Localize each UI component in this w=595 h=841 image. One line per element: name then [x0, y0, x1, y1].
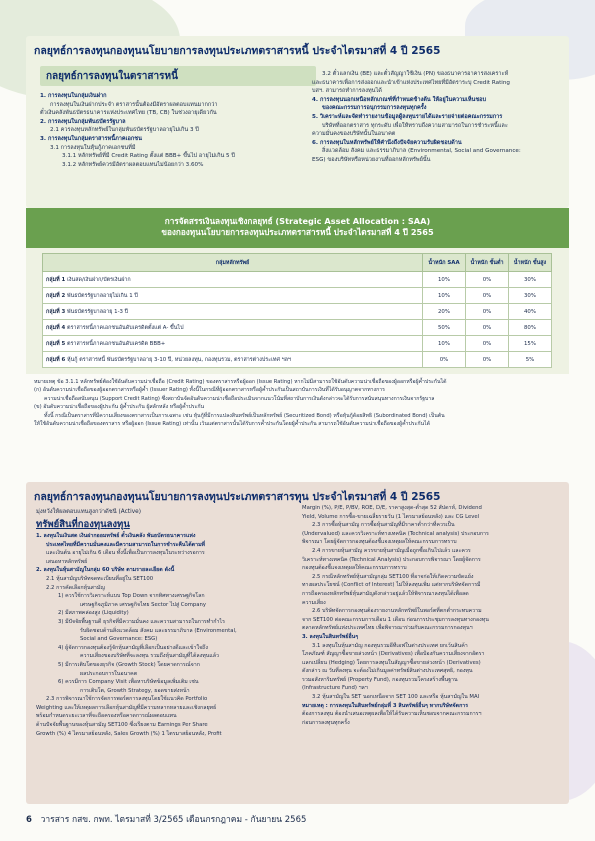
section-subtitle: ทรัพย์สินที่กองทุนลงทุน	[36, 519, 130, 530]
note-line: ก่อนการลงทุนทุกครั้ง	[302, 719, 350, 726]
table-row	[43, 288, 552, 304]
fixed-income-strategy-section	[26, 36, 569, 208]
table-cell: 0%	[466, 336, 509, 352]
table-cell: 40%	[509, 304, 552, 320]
list-item: พร้อมกำหนดระยะเวลาที่จะถือครองหรือคาดการณ์ผลตอบแทน	[36, 713, 177, 720]
group-label: กลุ่มที่ 4	[46, 324, 66, 331]
table-cell: 10%	[423, 288, 466, 304]
notes-section	[26, 374, 569, 480]
list-item: ESG) ของบริษัทหรือหน่วยงานที่ออกหลักทรัพย์นั้น	[312, 156, 431, 163]
table-cell: 20%	[423, 304, 466, 320]
table-cell: 80%	[509, 320, 552, 336]
list-item: (Infrastructure Fund) ฯลฯ	[302, 685, 368, 692]
list-item: กองทุนต้องชี้แจงเหตุผลให้คณะกรรมการทราบ	[302, 565, 407, 572]
equity-left-column	[36, 532, 298, 738]
list-item: ตลาดหลักทรัพย์แห่งประเทศไทย เพื่อพิจารณาร่วมกับคณะกรรมการกองทุนฯ	[302, 625, 473, 632]
list-item: 2. การลงทุนในกลุ่มพันธบัตรรัฐบาล	[40, 118, 126, 125]
list-item: 2.6 บริษัทจัดการกองทุนต้องรายงานหลักทรัพย์ในพอร์ตที่ตกต่ำกระทบความ	[312, 608, 482, 615]
list-item: 2.4 การขายหุ้นสามัญ ควรขายหุ้นสามัญเมื่อถูกซื้อเกินไปแล้ว และควร	[312, 547, 471, 554]
saa-table	[42, 253, 552, 368]
column-header: น้ำหนัก SAA	[423, 254, 466, 272]
list-item: 2) มีสภาพคล่องสูง (Liquidity)	[58, 610, 129, 617]
list-item: ทางผลประโยชน์ (Conflict of Interest) ไม่ให้ลงทุนเพิ่ม แต่หากบริษัทจัดการมี	[302, 582, 481, 589]
saa-section	[26, 208, 569, 374]
list-item: สิ่งแวดล้อม สังคม และธรรมาภิบาล (Environmental, Social and Governance:	[322, 148, 521, 155]
group-desc: หุ้นกู้ ตราสารหนี้ พันธบัตรรัฐบาลอายุ 3-10 ปี, หน่วยลงทุน, กองทุนรวม, ตราสารต่างประเทศ ฯลฯ	[67, 356, 291, 363]
list-item: 3. ลงทุนในสินทรัพย์อื่นๆ	[302, 633, 359, 640]
list-item: รวมอสังหาริมทรัพย์ (Property Fund), กองทุนรวมโครงสร้างพื้นฐาน	[302, 676, 458, 683]
list-item: 2.1 ควรลงทุนหลักทรัพย์ในกลุ่มพันธบัตรรัฐบาลอายุไม่เกิน 3 ปี	[50, 127, 199, 134]
list-item: ผลประกอบการในอนาคต	[80, 670, 138, 677]
table-cell	[43, 288, 423, 304]
column-header: กลุ่มหลักทรัพย์	[43, 254, 423, 272]
list-item: จาก SET100 ต่อคณะกรรมการเดือน 1 เดือน ก่อนการประชุมการลงทุนทางกองทุน	[302, 616, 489, 623]
table-cell	[43, 352, 423, 368]
notes-text	[34, 378, 564, 428]
group-desc: ตราสารหนี้ภาคเอกชนอันดับเครดิต BBB+	[67, 340, 166, 347]
note-line: (ก) อันดับความน่าเชื่อถือของผู้ออกตราสารหรือผู้ค้ำ (Issuer Rating) ทั้งนี้ในกรณีที่ผู้ออกตราสารหรือผู้ค้ำประกันเป็นสถาบันการเงินที่ได้รับอนุญาตจากทางการ	[34, 387, 385, 394]
table-cell: 0%	[466, 352, 509, 368]
group-label: กลุ่มที่ 2	[46, 292, 66, 299]
list-item: 4. การลงทุนนอกเหนือหลักเกณฑ์ที่กำหนดข้างต้น ให้อยู่ในความเห็นชอบ	[312, 96, 487, 103]
list-item: Weighting และให้เหตุผลการเลือกหุ้นสามัญที่มีความหลากหลายและเชิงกลยุทธ์	[36, 704, 217, 711]
note-line: หมายเหตุ ข้อ 3.1.1 หลักทรัพย์ต้องใช้อันดับความน่าเชื่อถือ (Credit Rating) ของตราสารหรือผู้ออก (Issue Rating) หากไม่มีสามารถใช้อันดับความน่าเชื่อถือของผู้ออกหรือผู้ค้ำประกันได้	[34, 379, 447, 385]
list-item: ด้านปัจจัยพื้นฐานของหุ้นสามัญ SET100 ซึ่งเรียงตาม Earnings Per Share	[36, 722, 208, 729]
note-line: ต้องการลงทุน ต้องนำเสนอเหตุผลเพื่อให้ได้รับความเห็นชอบจากคณะกรรมการฯ	[302, 711, 482, 718]
note-line: (ข) อันดับความน่าเชื่อถือของผู้ประกัน ผู้ค้ำประกัน ผู้สลักหลัง หรือผู้ค้ำประกัน	[34, 404, 205, 411]
list-item: 2.2 การคัดเลือกหุ้นสามัญ	[46, 584, 105, 591]
equity-right-column	[302, 504, 564, 727]
list-item: 1. ลงทุนในเงินสด เงินฝากออมทรัพย์ ตั๋วเงินคลัง พันธบัตรธนาคารแห่ง	[36, 533, 196, 539]
list-item: 3. การลงทุนในกลุ่มตราสารหนี้ภาคเอกชน	[40, 135, 142, 142]
column-header: น้ำหนัก ขั้นต่ำ	[466, 254, 509, 272]
list-item: Yield, Volume การซื้อ-ขายเฉลี่ยรายวัน (1 ไตรมาสย้อนหลัง) และ CG Level	[302, 513, 480, 520]
list-item: เศรษฐกิจภูมิภาค เศรษฐกิจไทย Sector ไปสู่ Company	[80, 601, 206, 608]
table-cell: 0%	[466, 320, 509, 336]
list-item: ความเสี่ยง	[302, 599, 326, 606]
table-cell: 5%	[509, 352, 552, 368]
page-footer	[26, 812, 569, 830]
list-item: 2.3 การพิจารณาใช้การจัดการพอร์ตการลงทุนโดยใช้แนวคิด Portfolio	[46, 696, 208, 703]
list-item: 6. การลงทุนในหลักทรัพย์ให้คำนึงถึงปัจจัยความรับผิดชอบด้าน	[312, 139, 462, 146]
list-item: 3.1 ลงทุนในหุ้นสามัญ กองทุนรวมอีทีเอฟในต่างประเทศ ยกเว้นสินค้า	[312, 642, 468, 649]
list-item: 3) มีปัจจัยพื้นฐานดี ธุรกิจที่มีความมั่นคง และความสามารถในการทำกำไร	[58, 618, 225, 625]
list-item: 2.1 หุ้นสามัญบริษัทจดทะเบียนที่อยู่ใน SET100	[46, 575, 154, 582]
group-desc: พันธบัตรรัฐบาลอายุไม่เกิน 1 ปี	[67, 292, 138, 299]
list-item: (Undervalued) และควรวิเคราะห์ทางเทคนิค (Technical analysis) ประกอบการ	[302, 530, 489, 537]
list-item: 1) ควรใช้การวิเคราะห์แบบ Top Down จากทิศทางเศรษฐกิจโลก	[58, 593, 205, 600]
list-item: ดังกล่าว ณ วันที่ลงทุน จะต้องไม่เกินมูลค่าทรัพย์สินต่างประเทศสุทธิ, กองทุน	[302, 668, 473, 675]
list-item: โภคภัณฑ์ สัญญาซื้อขายล่วงหน้า (Derivatives) เพื่อป้องกันความเสี่ยงจากอัตรา	[302, 651, 485, 658]
table-cell	[43, 272, 423, 288]
list-item: แลกเปลี่ยน (Hedging) โดยการลงทุนในสัญญาซื้อขายล่วงหน้า (Derivatives)	[302, 659, 481, 666]
list-item: 2. ลงทุนในหุ้นสามัญในกลุ่ม 60 บริษัท ตามรายละเอียด ดังนี้	[36, 567, 175, 574]
table-header-row	[43, 254, 552, 272]
table-row	[43, 320, 552, 336]
list-item: 3.1.2 หลักทรัพย์ควรมีอัตราผลตอบแทนไม่น้อยกว่า 3.60%	[62, 161, 204, 168]
list-item: 5. วิเคราะห์และจัดทำรายงานข้อมูลผู้ลงทุนรายได้และรายจ่ายต่อคณะกรรมการ	[312, 113, 503, 120]
list-item: เสนอหาหลักทรัพย์	[46, 558, 88, 565]
list-item: ประเทศไทยที่มีความมั่นคงและมีความสามารถในการชำระคืนได้ตามที่	[46, 541, 206, 548]
list-item: 2.5 กรณีหลักทรัพย์หุ้นสามัญกลุ่ม SET100 ที่อาจก่อให้เกิดความขัดแย้ง	[312, 573, 474, 580]
list-item: บสฯ. สามารถทำการลงทุนได้	[312, 88, 382, 95]
section-title: กลยุทธ์การลงทุนกองทุนนโยบายการลงทุนประเภทตราสารทุน ประจำไตรมาสที่ 4 ปี 2565	[34, 491, 441, 503]
equity-strategy-section	[26, 482, 569, 804]
list-item: รับผิดชอบด้านสิ่งแวดล้อม สังคม และธรรมาภิบาล (Environmental,	[80, 627, 237, 634]
list-item: Growth (%) 4 ไตรมาสย้อนหลัง, Sales Growth (%) 1 ไตรมาสย้อนหลัง, Profit	[36, 730, 222, 737]
list-item: 3.2 หุ้นสามัญใน SET นอกเหนือจาก SET 100 และหรือ หุ้นสามัญใน MAI	[312, 694, 480, 701]
note-line: ให้ใช้อันดับความน่าเชื่อถือของตราสาร หรือผู้ออก (Issue Rating) เท่านั้น เว้นแต่ตราสารนั้นได้รับการค้ำประกันโดยผู้ค้ำประกัน สามารถใช้อันดับความน่าเชื่อถือของผู้ค้ำประกันได้	[34, 421, 430, 428]
list-item: Margin (%), P/E, P/BV, ROE, D/E, ราคาสูงสุด-ต่ำสุด 52 สัปดาห์, Dividend	[302, 505, 482, 511]
group-desc: เงินสด/เงินฝาก/บัตรเงินฝาก	[67, 276, 131, 283]
section-subtitle: กลยุทธ์การลงทุนในตราสารหนี้	[46, 71, 178, 82]
note-line: ทั้งนี้ กรณีเป็นตราสารที่มีความเสี่ยงของตราสารเป็นการเฉพาะ เช่น หุ้นกู้ที่มีการแปลงสินทรัพย์เป็นหลักทรัพย์ (Securitized Bond) หรือหุ้นกู้ด้อยสิทธิ (Subordinated Bond) เป็นต้น	[44, 412, 445, 419]
list-item: Social and Governance: ESG)	[80, 636, 158, 643]
intro-text: มุ่งหวังให้ผลตอบแทนสูงกว่าดัชนี (Active)	[36, 509, 141, 515]
subtitle-banner	[40, 66, 316, 86]
list-item: บริษัทที่ออกตราสาร ทุกระดับ เพื่อให้ทราบถึงความสามารถในการชำระหนี้และ	[322, 122, 508, 129]
list-item: ความเสี่ยงของบริษัทที่จะลงทุน รวมถึงหุ้นสามัญที่ได้ลงทุนแล้ว	[80, 653, 219, 660]
table-cell: 10%	[423, 272, 466, 288]
list-item: พิจารณา โดยผู้จัดการกองทุนต้องชี้แจงเหตุผลให้คณะกรรมการทราบ	[302, 539, 457, 546]
group-label: กลุ่มที่ 3	[46, 308, 66, 315]
table-cell: 0%	[423, 352, 466, 368]
saa-subtitle: ของกองทุนนโยบายการลงทุนประเภทตราสารหนี้ ประจำไตรมาสที่ 4 ปี 2565	[161, 227, 434, 237]
table-row	[43, 352, 552, 368]
table-cell: 0%	[466, 272, 509, 288]
list-item: ตั๋วเงินคลังพันธบัตรธนาคารแห่งประเทศไทย (TB, CB) ในช่วงอายุเดียวกัน	[40, 110, 217, 117]
list-item: 1. การลงทุนในกลุ่มเงินฝาก	[40, 93, 107, 99]
group-label: กลุ่มที่ 1	[46, 276, 66, 283]
list-item: 5) มีการเติบโตของธุรกิจ (Growth Stock) โดยคาดการณ์จาก	[58, 661, 200, 668]
list-item: การเติบโต, Growth Strategy, ยอดขายส่งหน้า	[80, 687, 190, 694]
list-item: และเงินต้น อายุไม่เกิน 6 เดือน ทั้งนี้เพื่อเป็นการลงทุนในระหว่างรอการ	[46, 550, 205, 557]
table-cell: 15%	[509, 336, 552, 352]
saa-header	[26, 208, 569, 248]
table-cell: 10%	[423, 336, 466, 352]
list-item: และธนาคารเพื่อการส่งออกและนำเข้าแห่งประเทศไทยที่มีอัตราระบุ Credit Rating	[312, 79, 510, 86]
table-cell	[43, 320, 423, 336]
list-item: 4) ผู้จัดการกองทุนต้องรู้จักหุ้นสามัญที่เลือกเป็นอย่างดีและเข้าใจถึง	[58, 644, 208, 651]
table-cell: 0%	[466, 304, 509, 320]
list-item: การถือครองหลักทรัพย์หุ้นสามัญดังกล่าวอยู่แล้วให้พิจารณาลงทุนได้เพื่อลด	[302, 590, 469, 597]
list-item: การลงทุนในเงินฝากประจำ ตราสารนั้นต้องมีอัตราผลตอบแทนมากกว่า	[50, 101, 218, 108]
group-label: กลุ่มที่ 5	[46, 340, 66, 347]
group-desc: ตราสารหนี้ภาคเอกชนอันดับเครดิตตั้งแต่ A- ขึ้นไป	[67, 324, 184, 331]
group-label: กลุ่มที่ 6	[46, 356, 66, 363]
table-row	[43, 272, 552, 288]
list-item: วิเคราะห์ทางเทคนิค (Technical Analysis) ประกอบการพิจารณา โดยผู้จัดการ	[302, 556, 481, 563]
list-item: 3.1 การลงทุนในหุ้นกู้ภาคเอกชนที่มี	[50, 144, 136, 151]
list-item: 6) ควรมีการ Company Visit เพื่อหาบริษัทข้อมูลเพิ่มเติม เช่น	[58, 679, 199, 686]
list-item: 2.3 การซื้อหุ้นสามัญ การซื้อหุ้นสามัญที่มีราคาต่ำกว่าที่ควรเป็น	[312, 522, 455, 529]
group-desc: พันธบัตรรัฐบาลอายุ 1-3 ปี	[67, 308, 129, 315]
table-cell	[43, 336, 423, 352]
table-cell: 50%	[423, 320, 466, 336]
note-line: หมายเหตุ : การลงทุนในสินทรัพย์กลุ่มที่ 3 สินทรัพย์อื่นๆ หากบริษัทจัดการ	[302, 702, 469, 709]
list-item: 3.1.1 หลักทรัพย์ที่มี Credit Rating ตั้งแต่ BBB+ ขึ้นไป อายุไม่เกิน 5 ปี	[62, 153, 235, 160]
strategy-right-column	[312, 70, 562, 165]
footer-text: วารสาร กสข. กพท. ไตรมาสที่ 3/2565 เดือนกรกฎาคม - กันยายน 2565	[40, 815, 307, 825]
strategy-left-column	[40, 92, 310, 169]
column-header: น้ำหนัก ขั้นสูง	[509, 254, 552, 272]
table-cell	[43, 304, 423, 320]
table-cell: 0%	[466, 288, 509, 304]
table-row	[43, 304, 552, 320]
table-cell: 30%	[509, 272, 552, 288]
note-line: ความน่าเชื่อถือสนับสนุน (Support Credit Rating) ซึ่งสถาบันจัดอันดับความน่าเชื่อถือประเมินจากแนวโน้มที่สถาบันการเงินดังกล่าวจะได้รับการสนับสนุนทางการเงินจากรัฐบาล	[44, 395, 435, 402]
list-item: 3.2 ตั๋วแลกเงิน (BE) และตั๋วสัญญาใช้เงิน (PN) ของธนาคารอาคารสงเคราะห์	[322, 71, 509, 77]
section-title: กลยุทธ์การลงทุนกองทุนนโยบายการลงทุนประเภทตราสารหนี้ ประจำไตรมาสที่ 4 ปี 2565	[34, 45, 441, 57]
table-cell: 30%	[509, 288, 552, 304]
table-row	[43, 336, 552, 352]
list-item: ของคณะกรรมการอนุกรรมการลงทุนทุกครั้ง	[322, 105, 427, 112]
page-number: 6	[26, 815, 32, 825]
saa-title: การจัดสรรเงินลงทุนเชิงกลยุทธ์ (Strategic Asset Allocation : SAA)	[164, 216, 431, 226]
list-item: ความมั่นคงของบริษัทนั้นในอนาคต	[312, 131, 396, 138]
